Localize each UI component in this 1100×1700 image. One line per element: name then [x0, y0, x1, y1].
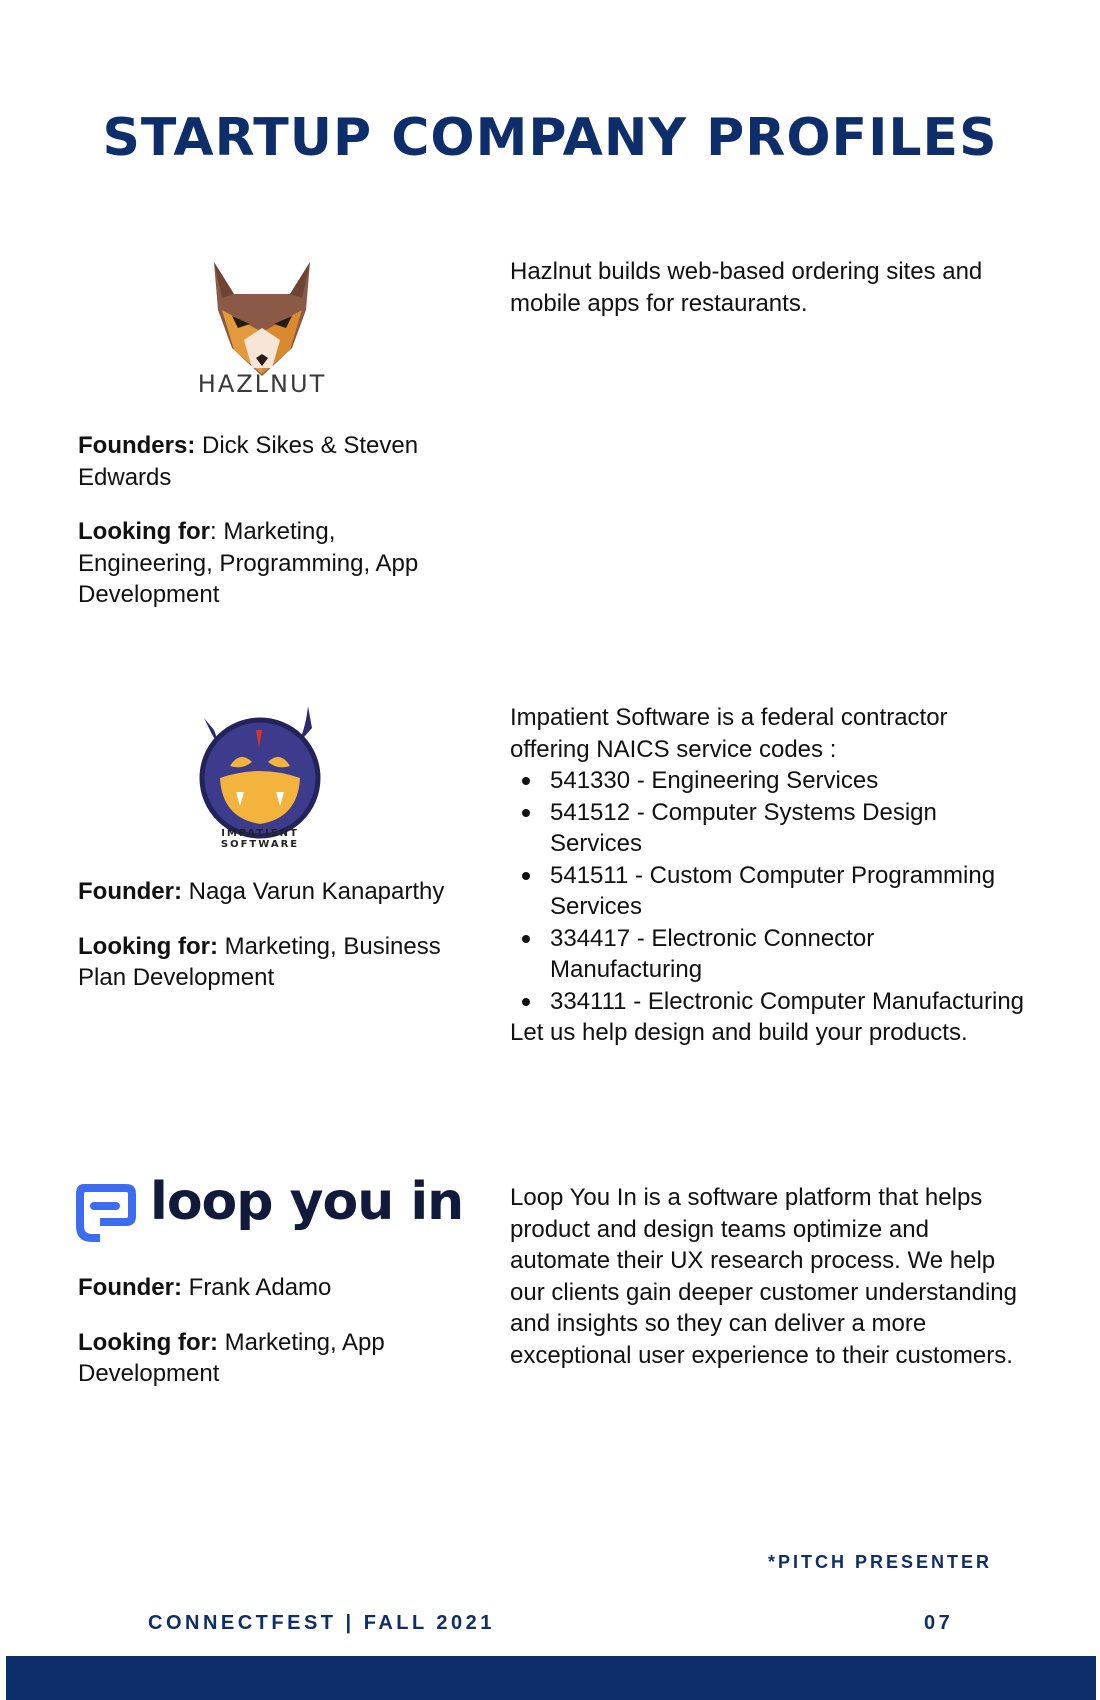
page-number: 07	[924, 1612, 954, 1634]
list-item: 541511 - Custom Computer Programming Services	[510, 860, 1030, 923]
footer-event: CONNECTFEST | FALL 2021	[148, 1612, 495, 1634]
looking-for-label: Looking for:	[78, 932, 218, 960]
founders-label: Founder:	[78, 878, 182, 905]
founders-value: Frank Adamo	[181, 1274, 332, 1301]
looking-for-line	[78, 931, 458, 994]
looking-for-label: Looking for	[78, 518, 210, 545]
founders-label: Founders:	[78, 432, 196, 459]
loop-you-in-wordmark: loop you in	[150, 1172, 464, 1232]
loop-you-in-description	[510, 1182, 1030, 1371]
founders-label: Founder:	[78, 1274, 182, 1301]
founders-value: Dick Sikes & Steven Edwards	[78, 432, 419, 491]
impatient-wordmark: IMPATIENT SOFTWARE	[220, 828, 300, 850]
loop-you-in-meta	[78, 1272, 458, 1413]
list-item: 334417 - Electronic Connector Manufacturing	[510, 923, 1030, 986]
founders-line	[78, 1272, 458, 1304]
founders-line	[78, 430, 458, 493]
looking-for-line	[78, 516, 458, 611]
naics-code-list	[510, 765, 1030, 1017]
description-text: Hazlnut builds web-based ordering sites and mobile apps for restaurants.	[510, 258, 983, 317]
list-item: 334111 - Electronic Computer Manufacturing	[510, 986, 1030, 1018]
impatient-meta	[78, 876, 458, 1017]
description-text: Loop You In is a software platform that helps product and design teams optimize and automate their UX research process. We help our clients gain deeper customer understanding and insights so they can deliver a more exceptional user experience to their customers.	[510, 1184, 1017, 1369]
loop-you-in-logo	[76, 1172, 464, 1248]
list-item: 541330 - Engineering Services	[510, 765, 1030, 797]
list-item: 541512 - Computer Systems Design Services	[510, 797, 1030, 860]
chat-bubble-icon	[76, 1182, 138, 1246]
hazlnut-logo	[172, 258, 352, 403]
hazlnut-wordmark: HAZLNUT	[197, 370, 327, 398]
page-title: STARTUP COMPANY PROFILES	[102, 108, 998, 168]
hazlnut-description	[510, 256, 1030, 319]
footer-bar	[6, 1656, 1096, 1700]
hazlnut-meta	[78, 430, 458, 634]
looking-for-value: Marketing, App Development	[78, 1328, 385, 1387]
looking-for-label: Looking for:	[78, 1328, 218, 1356]
founders-line	[78, 876, 458, 908]
closing-text: Let us help design and build your products.	[510, 1019, 968, 1046]
founders-value: Naga Varun Kanaparthy	[181, 878, 445, 905]
impatient-software-logo	[180, 700, 340, 850]
pitch-presenter-note: *PITCH PRESENTER	[767, 1552, 992, 1572]
impatient-description	[510, 702, 1030, 1049]
looking-for-line	[78, 1327, 458, 1390]
description-text: Impatient Software is a federal contractor offering NAICS service codes :	[510, 704, 948, 763]
looking-for-value: : Marketing, Engineering, Programming, App Development	[78, 518, 419, 608]
looking-for-value: Marketing, Business Plan Development	[78, 932, 441, 991]
